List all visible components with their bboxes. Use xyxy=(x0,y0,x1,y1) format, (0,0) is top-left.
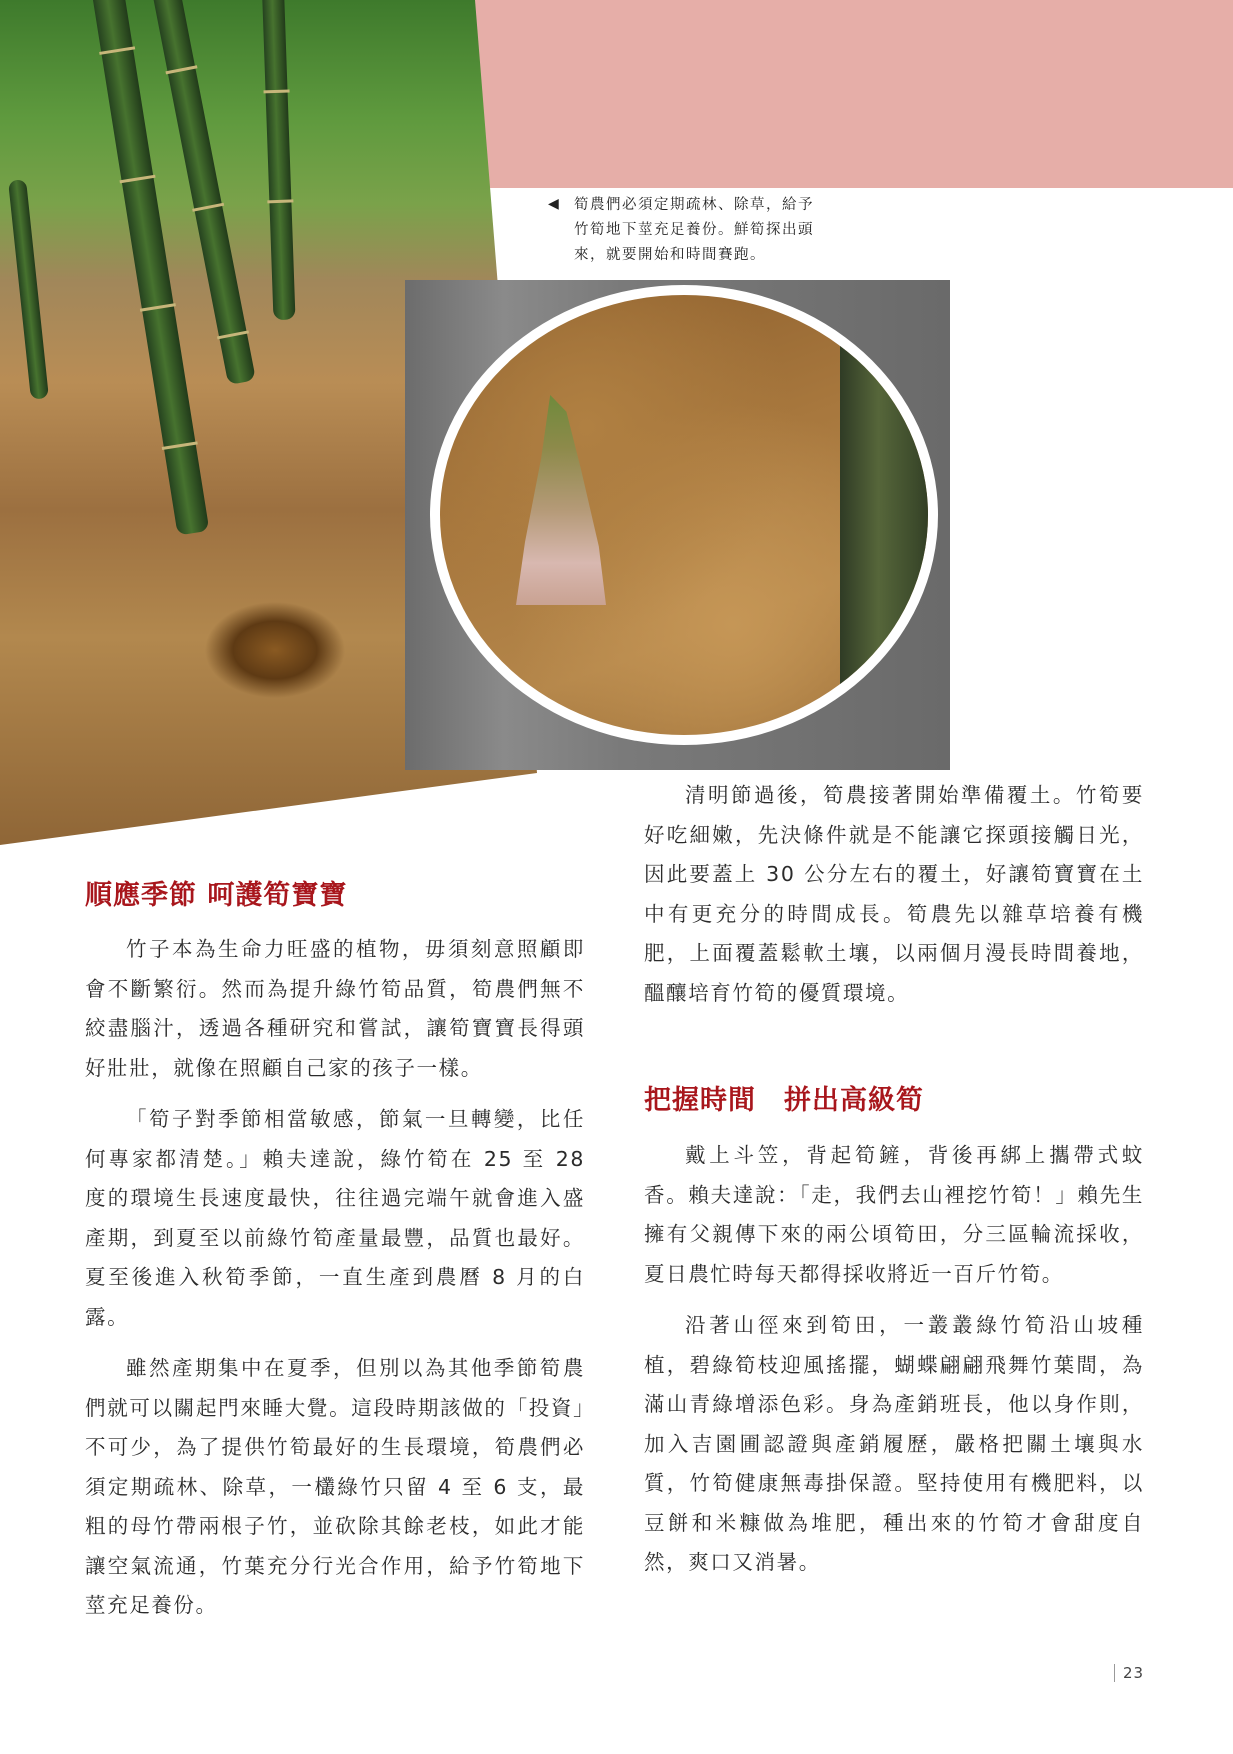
right-column-intro xyxy=(644,776,1144,1025)
section-heading-left: 順應季節 呵護筍寶寶 xyxy=(85,880,348,911)
caption-line: 來，就要開始和時間賽跑。 xyxy=(574,247,766,263)
caption-line: 竹筍地下莖充足養份。鮮筍探出頭 xyxy=(574,222,814,238)
right-column xyxy=(644,1136,1144,1595)
paragraph: 沿著山徑來到筍田，一叢叢綠竹筍沿山坡種植，碧綠筍枝迎風搖擺，蝴蝶翩翩飛舞竹葉間，為滿山青綠增添色彩。身為產銷班長，他以身作則，加入吉園圃認證與產銷履歷，嚴格把關土壤與水質，竹筍健康無毒掛保證。堅持使用有機肥料，以豆餅和米糠做為堆肥，種出來的竹筍才會甜度自然，爽口又消暑。 xyxy=(644,1313,1144,1574)
paragraph: 清明節過後，筍農接著開始準備覆土。竹筍要好吃細嫩，先決條件就是不能讓它探頭接觸日光，因此要蓋上 30 公分左右的覆土，好讓筍寶寶在土中有更充分的時間成長。筍農先以雜草培養有機肥，上面覆蓋鬆軟土壤，以兩個月漫長時間養地，醞釀培育竹筍的優質環境。 xyxy=(644,783,1144,1005)
left-column xyxy=(85,930,585,1638)
paragraph: 「筍子對季節相當敏感，節氣一旦轉變，比任何專家都清楚。」賴夫達說，綠竹筍在 25 至 28 度的環境生長速度最快，往往過完端午就會進入盛產期，到夏至以前綠竹筍產量最豐，品質也最好。夏至後進入秋筍季節，一直生產到農曆 8 月的白露。 xyxy=(85,1107,585,1329)
section-heading-right: 把握時間 拼出高級筍 xyxy=(644,1085,924,1116)
caption-arrow-icon: ◀ xyxy=(548,196,559,212)
bamboo-stalk xyxy=(840,295,938,735)
bamboo-stalk xyxy=(262,0,296,320)
page-number: 23 xyxy=(1114,1664,1144,1682)
bamboo-shoot xyxy=(516,395,606,605)
paragraph: 竹子本為生命力旺盛的植物，毋須刻意照顧即會不斷繁衍。然而為提升綠竹筍品質，筍農們無不絞盡腦汁，透過各種研究和嘗試，讓筍寶寶長得頭好壯壯，就像在照顧自己家的孩子一樣。 xyxy=(85,937,585,1080)
paragraph: 雖然產期集中在夏季，但別以為其他季節筍農們就可以關起門來睡大覺。這段時期該做的「投資」不可少，為了提供竹筍最好的生長環境，筍農們必須定期疏林、除草，一欉綠竹只留 4 至 6 支，最粗的母竹帶兩根子竹，並砍除其餘老枝，如此才能讓空氣流通，竹葉充分行光合作用，給予竹筍地下莖充足養份。 xyxy=(85,1356,585,1617)
bamboo-shoot-closeup-photo xyxy=(430,285,938,745)
caption-line: 筍農們必須定期疏林、除草，給予 xyxy=(574,197,814,213)
bamboo-stalk xyxy=(8,179,49,400)
decorative-color-block xyxy=(470,0,1233,188)
photo-caption xyxy=(574,193,874,268)
paragraph: 戴上斗笠，背起筍鏟，背後再綁上攜帶式蚊香。賴夫達說：「走，我們去山裡挖竹筍！」賴先生擁有父親傳下來的兩公頃筍田，分三區輪流採收，夏日農忙時每天都得採收將近一百斤竹筍。 xyxy=(644,1143,1144,1286)
